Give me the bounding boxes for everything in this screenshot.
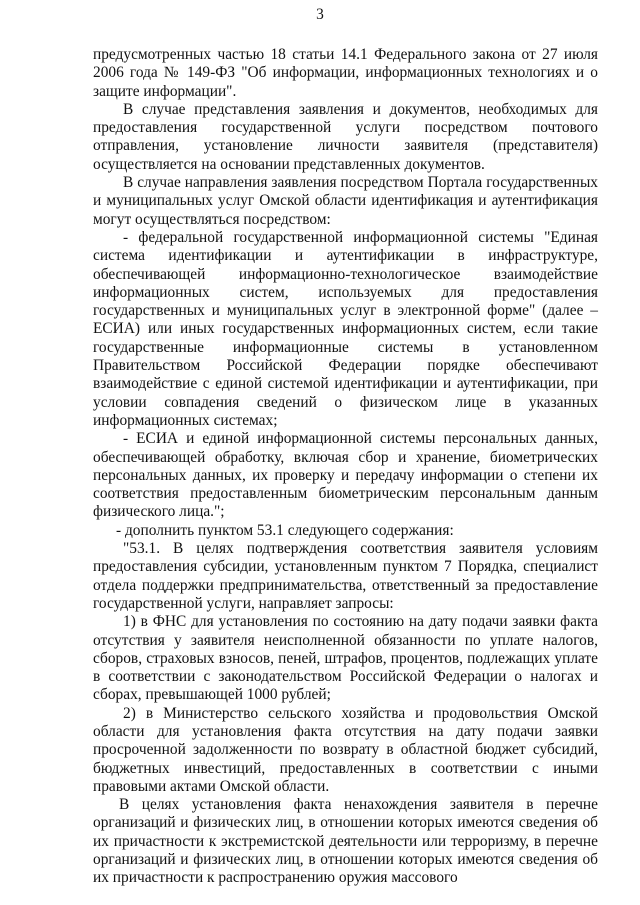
paragraph-continuation: предусмотренных частью 18 статьи 14.1 Федерального закона от 27 июля 2006 года № 149-ФЗ "Об информации, информационных технологиях и о защите информации".	[93, 46, 598, 100]
page-number: 3	[316, 6, 324, 23]
document-body	[93, 46, 598, 888]
paragraph-amendment: - дополнить пунктом 53.1 следующего содержания:	[116, 521, 454, 539]
list-item-fns-request: 1) в ФНС для установления по состоянию на дату подачи заявки факта отсутствия у заявителя неисполненной обязанности по уплате налогов, сборов, страховых взносов, пеней, штрафов, процентов, подлежащих уплате в соответствии с законодательством Российской Федерации о налогах и сборах, превышающей 1000 рублей;	[93, 613, 598, 704]
paragraph-extremism-check: В целях установления факта ненахождения заявителя в перечне организаций и физических лиц, в отношении которых имеются сведения об их причастности к экстремистской деятельности или терроризму, в перечне организаций и физических лиц, в отношении которых имеются сведения об их причастности к распространению оружия массового	[93, 796, 598, 887]
list-item-ministry-request: 2) в Министерство сельского хозяйства и продовольствия Омской области для установления факта отсутствия на дату подачи заявки просроченной задолженности по возврату в областной бюджет субсидий, бюджетных инвестиций, предоставленных в соответствии с иными правовыми актами Омской области.	[93, 704, 598, 795]
list-item-esia: - федеральной государственной информационной системы "Единая система идентификации и аутентификации в инфраструктуре, обеспечивающей информационно-технологическое взаимодействие информационных систем, используемых для предоставления государственных и муниципальных услуг в электронной форме" (далее – ЕСИА) или иных государственных информационных систем, если такие государственные информационные системы в установленном Правительством Российской Федерации порядке обеспечивают взаимодействие с единой системой идентификации и аутентификации, при условии совпадения сведений о физическом лице в указанных информационных системах;	[93, 228, 598, 429]
paragraph-postal-identification: В случае представления заявления и документов, необходимых для предоставления государственной услуги посредством почтового отправления, установление личности заявителя (представителя) осуществляется на основании представленных документов.	[93, 100, 598, 173]
list-item-biometric: - ЕСИА и единой информационной системы персональных данных, обеспечивающей обработку, включая сбор и хранение, биометрических персональных данных, их проверку и передачу информации о степени их соответствия предоставленным биометрическим персональным данным физического лица.";	[93, 430, 598, 521]
paragraph-clause-53-1: "53.1. В целях подтверждения соответствия заявителя условиям предоставления субсидии, установленным пунктом 7 Порядка, специалист отдела поддержки предпринимательства, ответственный за предоставление государственной услуги, направляет запросы:	[93, 540, 598, 612]
paragraph-portal-identification: В случае направления заявления посредством Портала государственных и муниципальных услуг Омской области идентификация и аутентификация могут осуществляться посредством:	[93, 174, 598, 228]
